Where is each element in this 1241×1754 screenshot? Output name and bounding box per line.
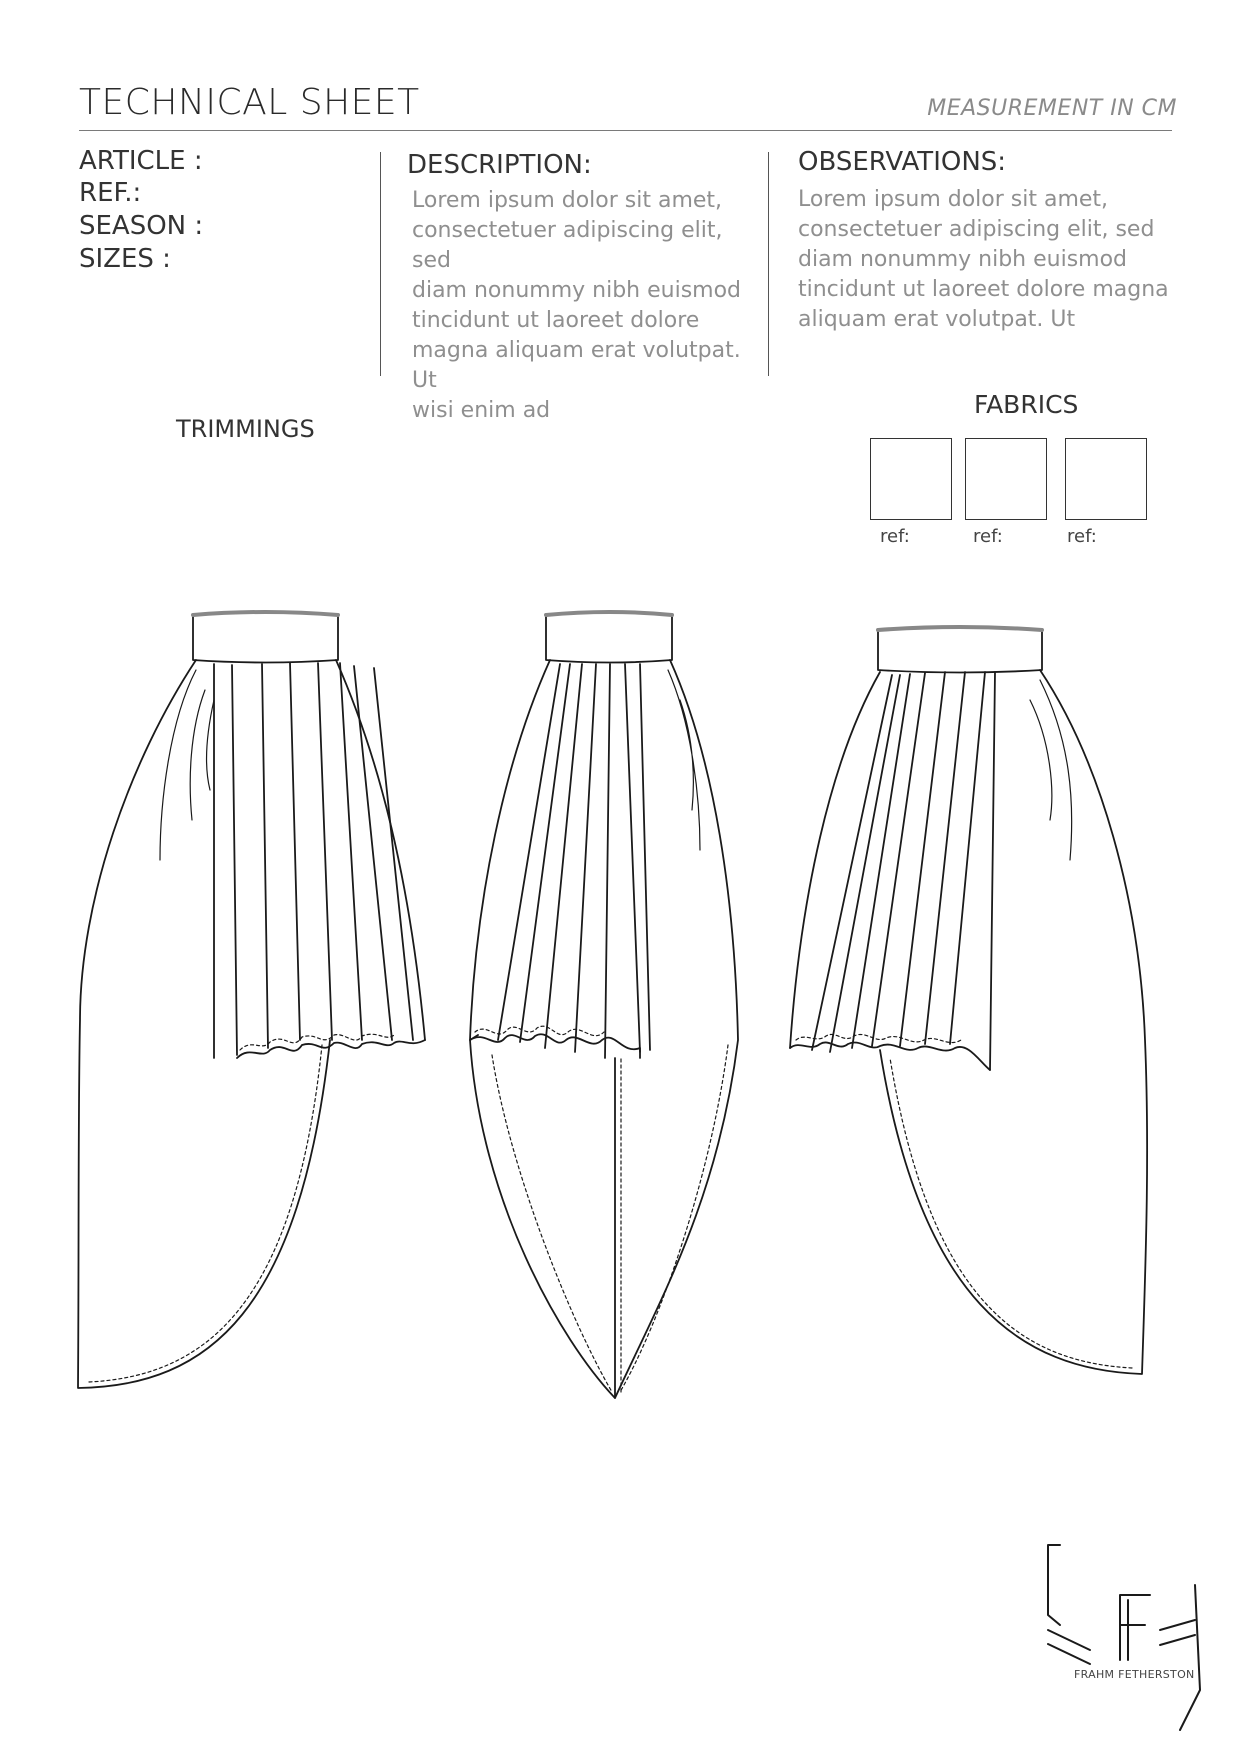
- skirt-back-view: [790, 627, 1147, 1374]
- observations-line: Lorem ipsum dolor sit amet,: [798, 187, 1109, 212]
- description-line: consectetuer adipiscing elit, sed: [412, 218, 723, 273]
- description-line: tincidunt ut laoreet dolore: [412, 308, 700, 333]
- pleat-hem-stitch: [796, 1034, 961, 1042]
- waistband-inner: [546, 612, 672, 615]
- waistband-inner: [193, 612, 338, 615]
- waistband: [193, 612, 338, 663]
- pleat-lines: [812, 672, 995, 1070]
- skirt-side-view: [470, 612, 738, 1398]
- observations-line: tincidunt ut laoreet dolore magna: [798, 277, 1169, 302]
- hem-stitch: [492, 1055, 612, 1392]
- fabric-ref-3: ref:: [1067, 526, 1097, 547]
- skirt-outline: [470, 660, 738, 1398]
- fabric-ref-1: ref:: [880, 526, 910, 547]
- description-title: DESCRIPTION:: [407, 150, 592, 180]
- waistband-inner: [878, 627, 1042, 630]
- fabrics-title: FABRICS: [974, 390, 1079, 419]
- drape-folds: [160, 670, 214, 860]
- observations-line: diam nonummy nibh euismod: [798, 247, 1128, 272]
- observations-title: OBSERVATIONS:: [798, 147, 1007, 177]
- pleat-hem: [470, 1034, 640, 1058]
- measurement-note: MEASUREMENT IN CM: [927, 96, 1177, 121]
- observations-line: consectetuer adipiscing elit, sed: [798, 217, 1155, 242]
- page-title: TECHNICAL SHEET: [79, 82, 420, 123]
- observations-line: aliquam erat volutpat. Ut: [798, 307, 1076, 332]
- pleat-hem: [790, 1042, 990, 1070]
- skirt-outline: [880, 670, 1147, 1374]
- pleat-hem: [237, 1040, 425, 1058]
- article-label: ARTICLE :: [79, 146, 203, 176]
- brand-logo-icon: [1048, 1545, 1200, 1730]
- waistband: [878, 627, 1042, 673]
- description-line: diam nonummy nibh euismod: [412, 278, 742, 303]
- trimmings-title: TRIMMINGS: [176, 415, 315, 443]
- drape-folds: [1030, 680, 1072, 860]
- description-line: Lorem ipsum dolor sit amet,: [412, 188, 723, 213]
- pleat-lines: [470, 664, 650, 1058]
- ref-label: REF.:: [79, 178, 142, 208]
- brand-name: FRAHM FETHERSTON: [1074, 1668, 1195, 1681]
- skirt-right-edge: [336, 660, 425, 1040]
- pleat-lines: [214, 663, 413, 1058]
- season-label: SEASON :: [79, 211, 204, 241]
- skirt-front-view: [78, 612, 425, 1388]
- description-line: magna aliquam erat volutpat. Ut: [412, 338, 741, 393]
- hem-stitch-right: [620, 1045, 728, 1392]
- hem-stitch: [890, 1058, 1132, 1368]
- waistband: [546, 612, 672, 663]
- sizes-label: SIZES :: [79, 244, 171, 274]
- hem-stitch: [89, 1045, 322, 1382]
- fabric-ref-2: ref:: [973, 526, 1003, 547]
- description-line: wisi enim ad: [412, 398, 551, 423]
